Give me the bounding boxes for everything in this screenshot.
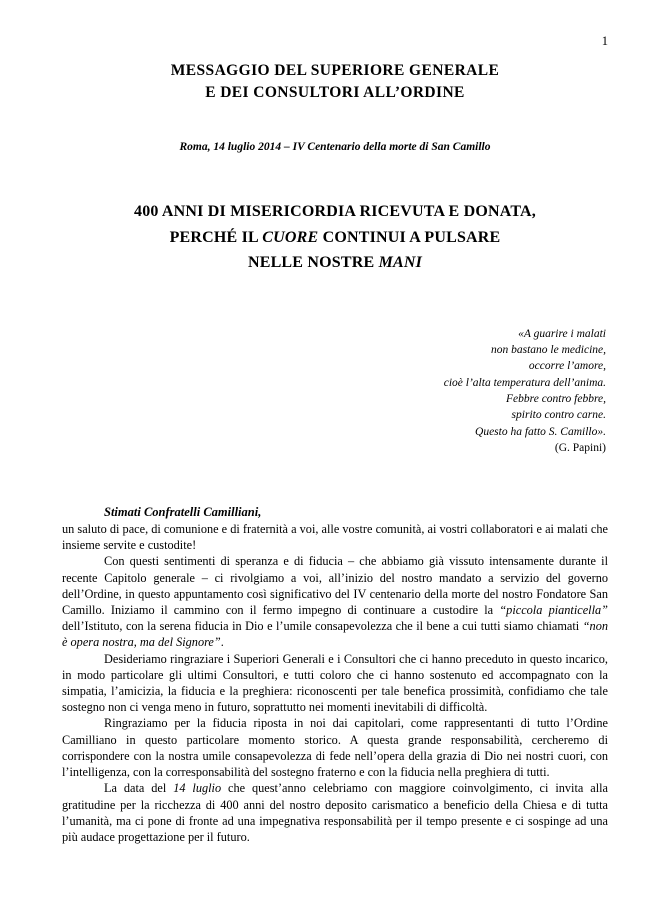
paragraph-2: Con questi sentimenti di speranza e di fiducia – che abbiamo già vissuto intensamente durante il recente Capitolo generale – ci rivolgiamo a voi, all’inizio del nostro mandato a servizio del governo dell’Ordine, in questo appuntamento così significativo del IV centenario della morte del nostro Fondatore San Camillo. Iniziamo il cammino con il fermo impegno di continuare a custodire la “piccola pianticella” dell’Istituto, con la serena fiducia in Dio e l’umile consapevolezza che il bene a cui tutti siamo chiamati “non è opera nostra, ma del Signore”. [62, 554, 608, 650]
epigraph-line-5: Febbre contro febbre, [506, 393, 606, 406]
epigraph-line-1: «A guarire i malati [518, 327, 606, 340]
epigraph-line-4: cioè l’alta temperatura dell’anima. [443, 376, 606, 389]
title-line-3 [62, 250, 608, 276]
title-line-2-part-a: PERCHÉ IL [169, 228, 263, 246]
title-line-2 [62, 225, 608, 251]
title-line-3-part-a: NELLE NOSTRE [247, 254, 379, 272]
paragraph-3: Desideriamo ringraziare i Superiori Generali e i Consultori che ci hanno preceduto in questo incarico, in modo particolare gli ultimi Consultori, e tutti coloro che ci hanno sostenuto ed accompagnato con la simpatia, l’amicizia, la fiducia e la preghiera: riconoscenti per tale benefica prossimità, confidiamo che tale sostegno non ci venga meno in futuro, soprattutto nei momenti inevitabili di difficoltà. [62, 651, 608, 715]
dateline: Roma, 14 luglio 2014 – IV Centenario della morte di San Camillo [179, 140, 491, 153]
header-line-2: E DEI CONSULTORI ALL’ORDINE [205, 84, 465, 102]
title-line-2-part-b: CONTINUI A PULSARE [318, 228, 501, 246]
page-number: 1 [601, 34, 608, 48]
header-line-1: MESSAGGIO DEL SUPERIORE GENERALE [170, 62, 500, 79]
title-line-1: 400 ANNI DI MISERICORDIA RICEVUTA E DONATA, [134, 202, 536, 220]
document-title [62, 199, 608, 276]
document-header [62, 60, 608, 105]
paragraph-1: un saluto di pace, di comunione e di fraternità a voi, alle vostre comunità, ai vostri collaboratori e ai malati che insieme servite e custodite! [62, 521, 608, 553]
epigraph-line-7: Questo ha fatto S. Camillo». [475, 425, 606, 438]
epigraph-attribution: (G. Papini) [554, 442, 606, 455]
salutation: Stimati Confratelli Camilliani, [104, 505, 262, 520]
paragraph-4: Ringraziamo per la fiducia riposta in noi dai capitolari, come rappresentanti di tutto l’Ordine Camilliano in questo particolare momento storico. A questa grande responsabilità, cercheremo di corrispondere con la nostra umile consapevolezza di fede nell’opera della grazia di Dio nei nostri cuori, con l’intelligenza, con la corresponsabilità del sostegno fraterno e con la fiducia nella preghiera di tutti. [62, 716, 608, 780]
epigraph-line-6: spirito contro carne. [511, 409, 606, 422]
epigraph-line-3: occorre l’amore, [528, 360, 606, 373]
paragraph-5: La data del 14 luglio che quest’anno celebriamo con maggiore coinvolgimento, ci invita alla gratitudine per la ricchezza di 400 anni del nostro deposito carismatico a beneficio della Chiesa e di tutta l’umanità, ma ci pone di fronte ad una impegnativa responsabilità per il tempo presente e ci sospinge ad una più audace progettazione per il futuro. [62, 781, 608, 844]
title-line-2-italic-word: CUORE [262, 228, 319, 246]
document-body [62, 504, 608, 845]
epigraph [62, 326, 608, 457]
title-line-3-italic-word: MANI [378, 254, 423, 272]
epigraph-line-2: non bastano le medicine, [491, 344, 606, 357]
